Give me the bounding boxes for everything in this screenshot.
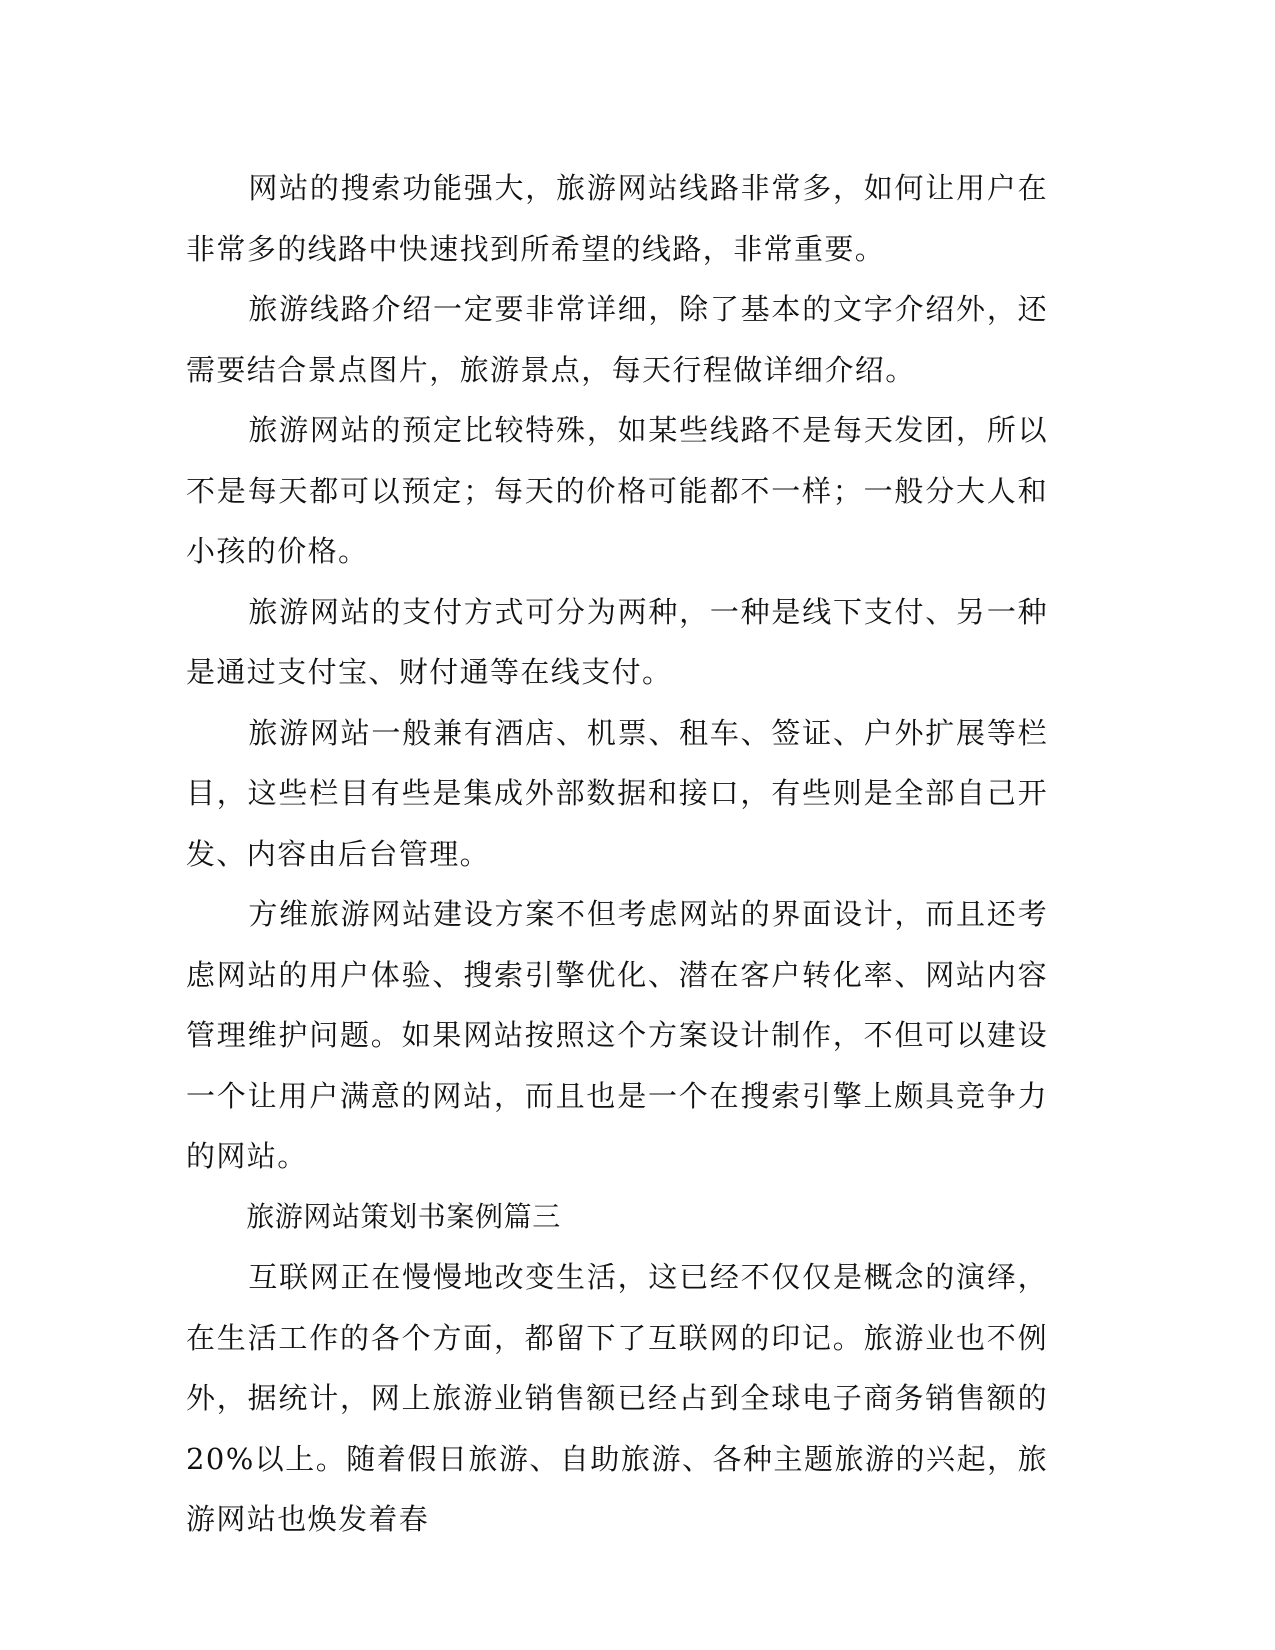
document-body <box>186 158 1048 1550</box>
section-heading: 旅游网站策划书案例篇三 <box>246 1199 561 1233</box>
paragraph-payment: 旅游网站的支付方式可分为两种，一种是线下支付、另一种是通过支付宝、财付通等在线支付。 <box>186 594 1048 689</box>
paragraph-booking: 旅游网站的预定比较特殊，如某些线路不是每天发团，所以不是每天都可以预定；每天的价格可能都不一样；一般分大人和小孩的价格。 <box>186 413 1048 568</box>
paragraph-route-intro: 旅游线路介绍一定要非常详细，除了基本的文字介绍外，还需要结合景点图片，旅游景点，每天行程做详细介绍。 <box>186 292 1048 387</box>
paragraph-columns: 旅游网站一般兼有酒店、机票、租车、签证、户外扩展等栏目，这些栏目有些是集成外部数据和接口，有些则是全部自己开发、内容由后台管理。 <box>186 715 1048 871</box>
paragraph-solution: 方维旅游网站建设方案不但考虑网站的界面设计，而且还考虑网站的用户体验、搜索引擎优化、潜在客户转化率、网站内容管理维护问题。如果网站按照这个方案设计制作，不但可以建设一个让用户满意的网站，而且也是一个在搜索引擎上颇具竞争力的网站。 <box>186 897 1048 1173</box>
paragraph-internet: 互联网正在慢慢地改变生活，这已经不仅仅是概念的演绎，在生活工作的各个方面，都留下了互联网的印记。旅游业也不例外，据统计，网上旅游业销售额已经占到全球电子商务销售额的20%以上。随着假日旅游、自助旅游、各种主题旅游的兴起，旅游网站也焕发着春 <box>186 1260 1048 1536</box>
paragraph-search: 网站的搜索功能强大，旅游网站线路非常多，如何让用户在非常多的线路中快速找到所希望的线路，非常重要。 <box>186 171 1048 266</box>
